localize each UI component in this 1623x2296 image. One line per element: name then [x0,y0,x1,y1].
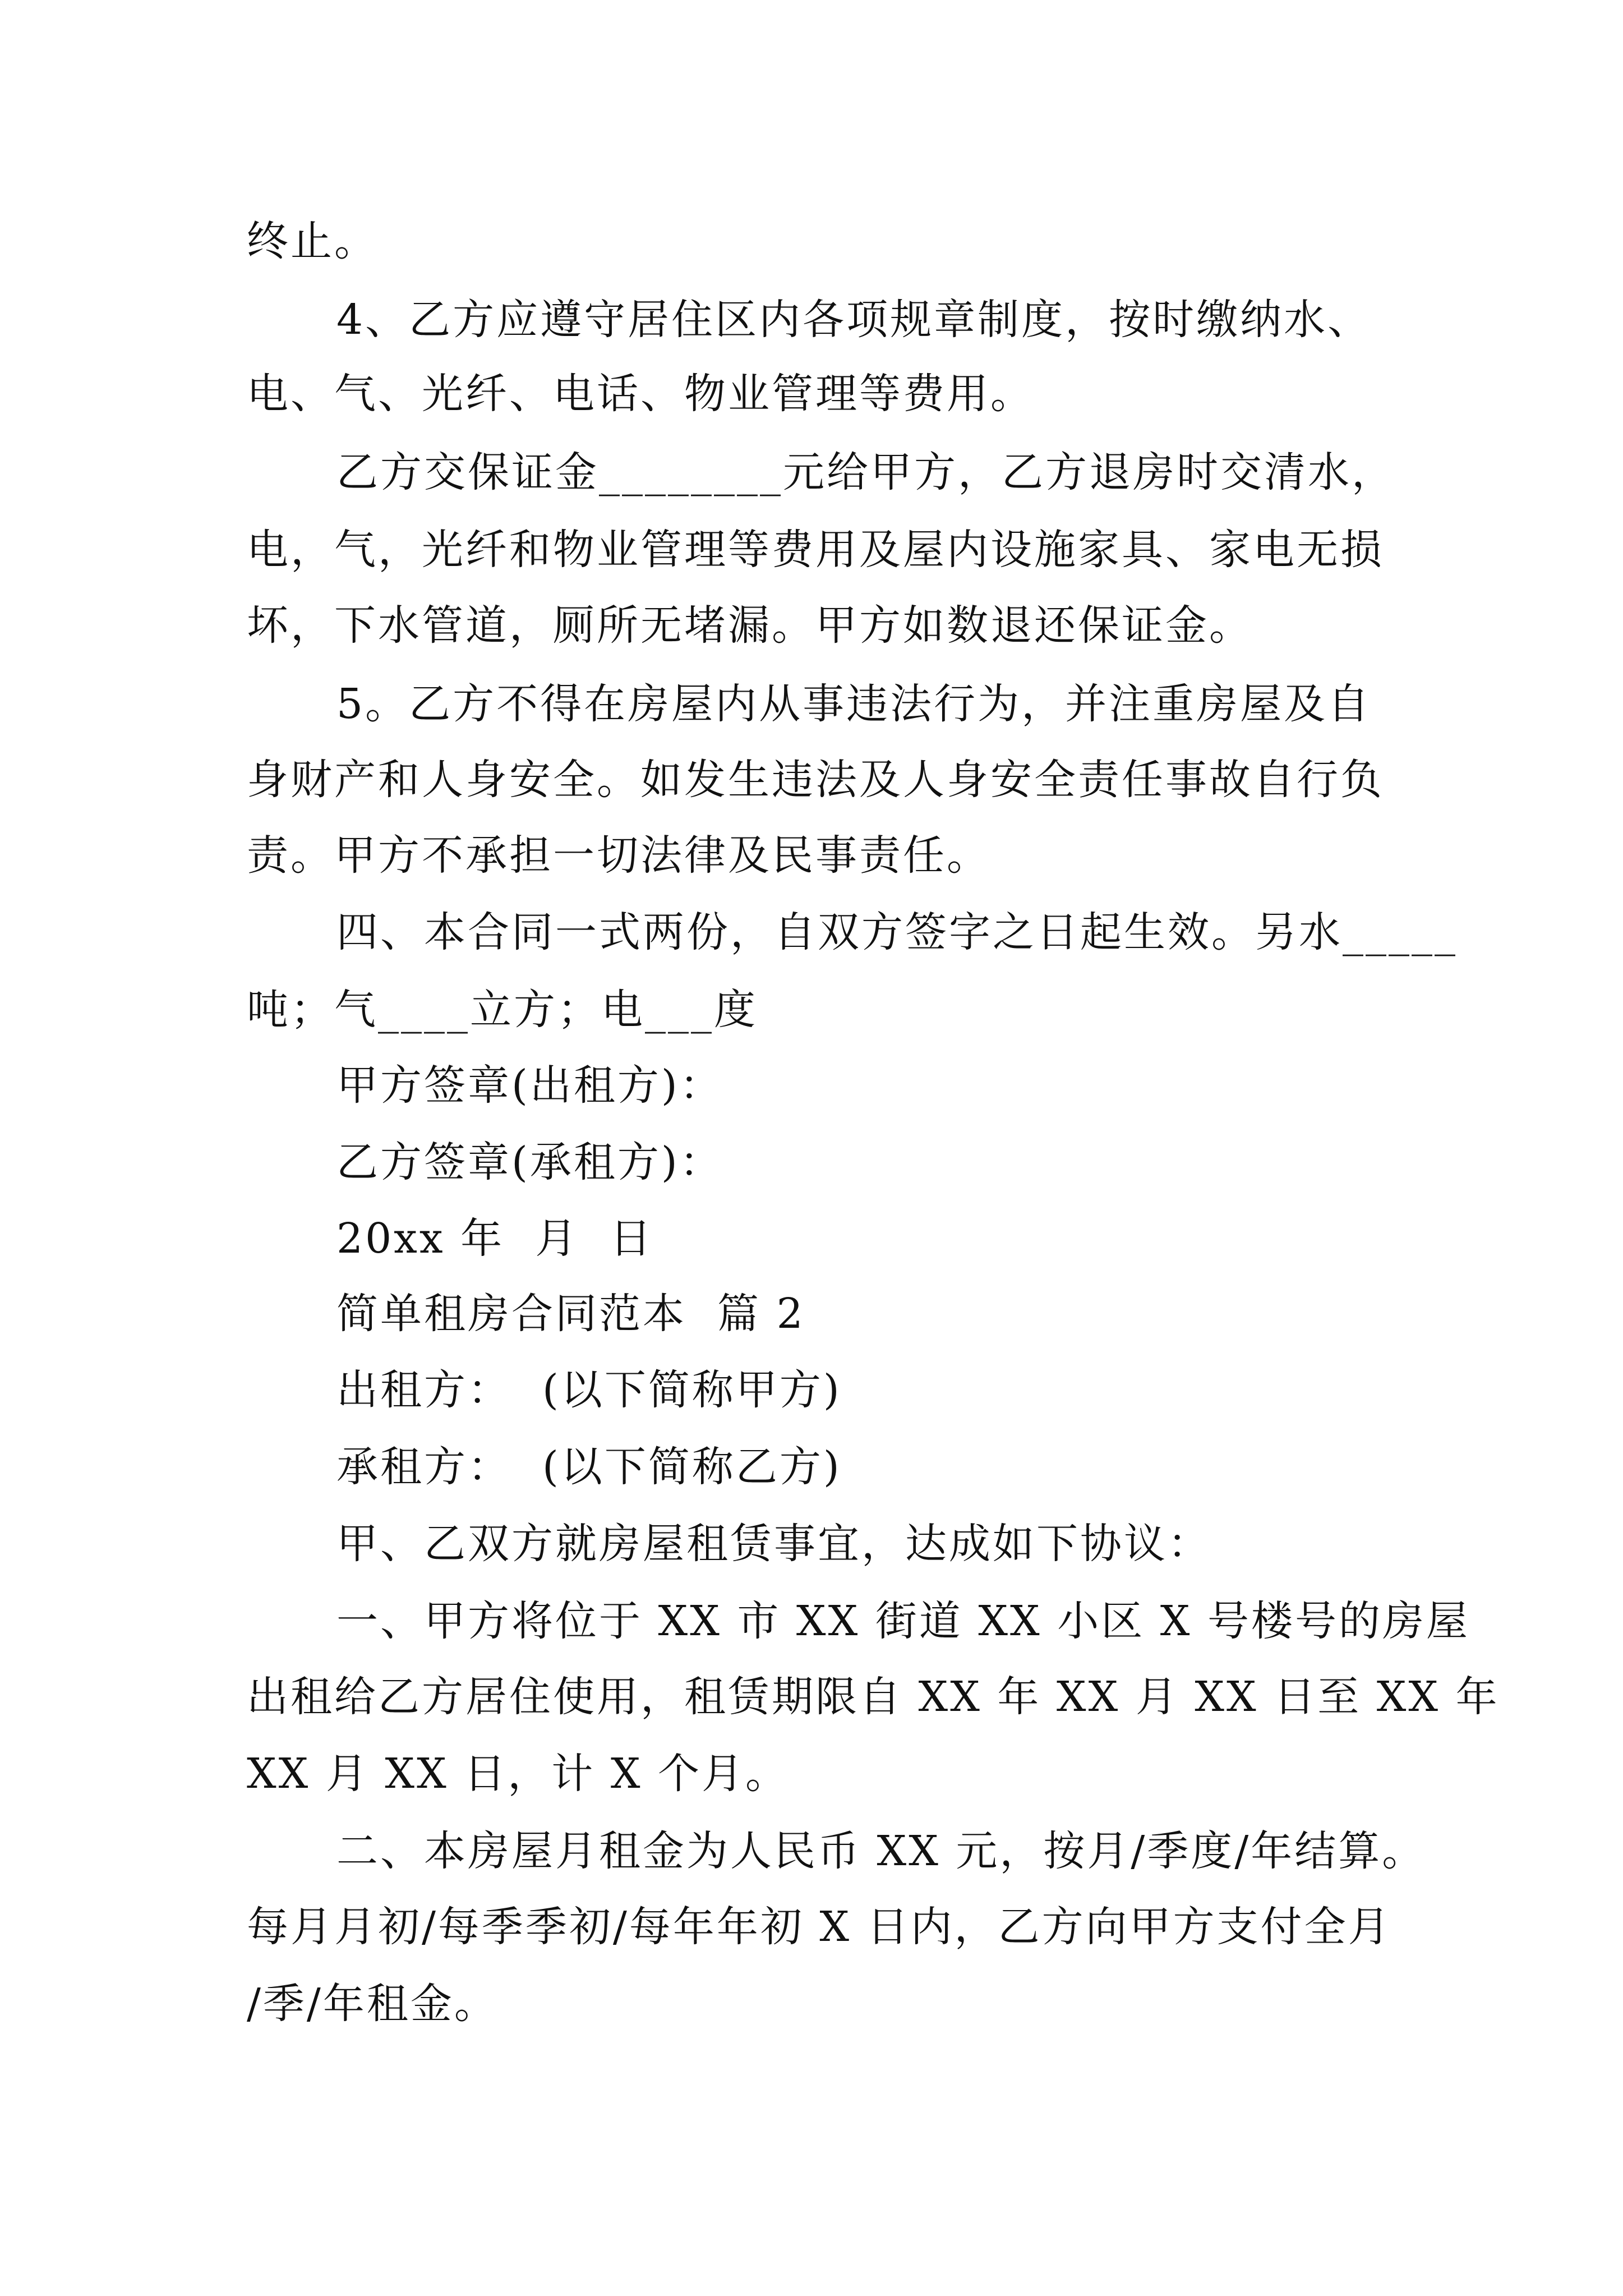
section-heading: 简单租房合同范本 篇 2 [336,1290,805,1338]
signature-date: 20xx 年 月 日 [336,1214,654,1263]
text-line: 电，气，光纤和物业管理等费用及屋内设施家具、家电无损 [247,526,1384,574]
text-line: 二、本房屋月租金为人民币 XX 元，按月/季度/年结算。 [336,1827,1426,1875]
text-line: 出租给乙方居住使用，租赁期限自 XX 年 XX 月 XX 日至 XX 年 [247,1673,1500,1721]
text-line: 责。甲方不承担一切法律及民事责任。 [247,831,990,880]
text-line: 身财产和人身安全。如发生违法及人身安全责任事故自行负 [247,756,1384,804]
text-line: 乙方交保证金________元给甲方，乙方退房时交清水， [336,448,1395,496]
signature-party-b: 乙方签章(承租方)： [336,1138,723,1186]
text-line: 终止。 [247,217,378,265]
text-line: 电、气、光纤、电话、物业管理等费用。 [247,370,1034,418]
text-line: 承租方： (以下简称乙方) [336,1443,842,1491]
signature-party-a: 甲方签章(出租方)： [336,1061,723,1110]
text-line: XX 月 XX 日，计 X 个月。 [247,1750,790,1798]
text-line: 每月月初/每季季初/每年年初 X 日内，乙方向甲方支付全月 [247,1903,1392,1951]
text-line: 四、本合同一式两份，自双方签字之日起生效。另水_____ [336,908,1458,956]
text-line: 5。乙方不得在房屋内从事违法行为，并注重房屋及自 [336,680,1372,728]
text-line: /季/年租金。 [247,1980,498,2028]
text-line: 4、乙方应遵守居住区内各项规章制度，按时缴纳水、 [336,296,1372,344]
text-line: 出租方： (以下简称甲方) [336,1366,842,1414]
text-line: 甲、乙双方就房屋租赁事宜，达成如下协议： [336,1520,1211,1568]
text-line: 一、甲方将位于 XX 市 XX 街道 XX 小区 X 号楼号的房屋 [336,1597,1470,1645]
text-line: 吨；气____立方；电___度 [247,986,758,1034]
text-line: 坏，下水管道，厕所无堵漏。甲方如数退还保证金。 [247,601,1253,650]
